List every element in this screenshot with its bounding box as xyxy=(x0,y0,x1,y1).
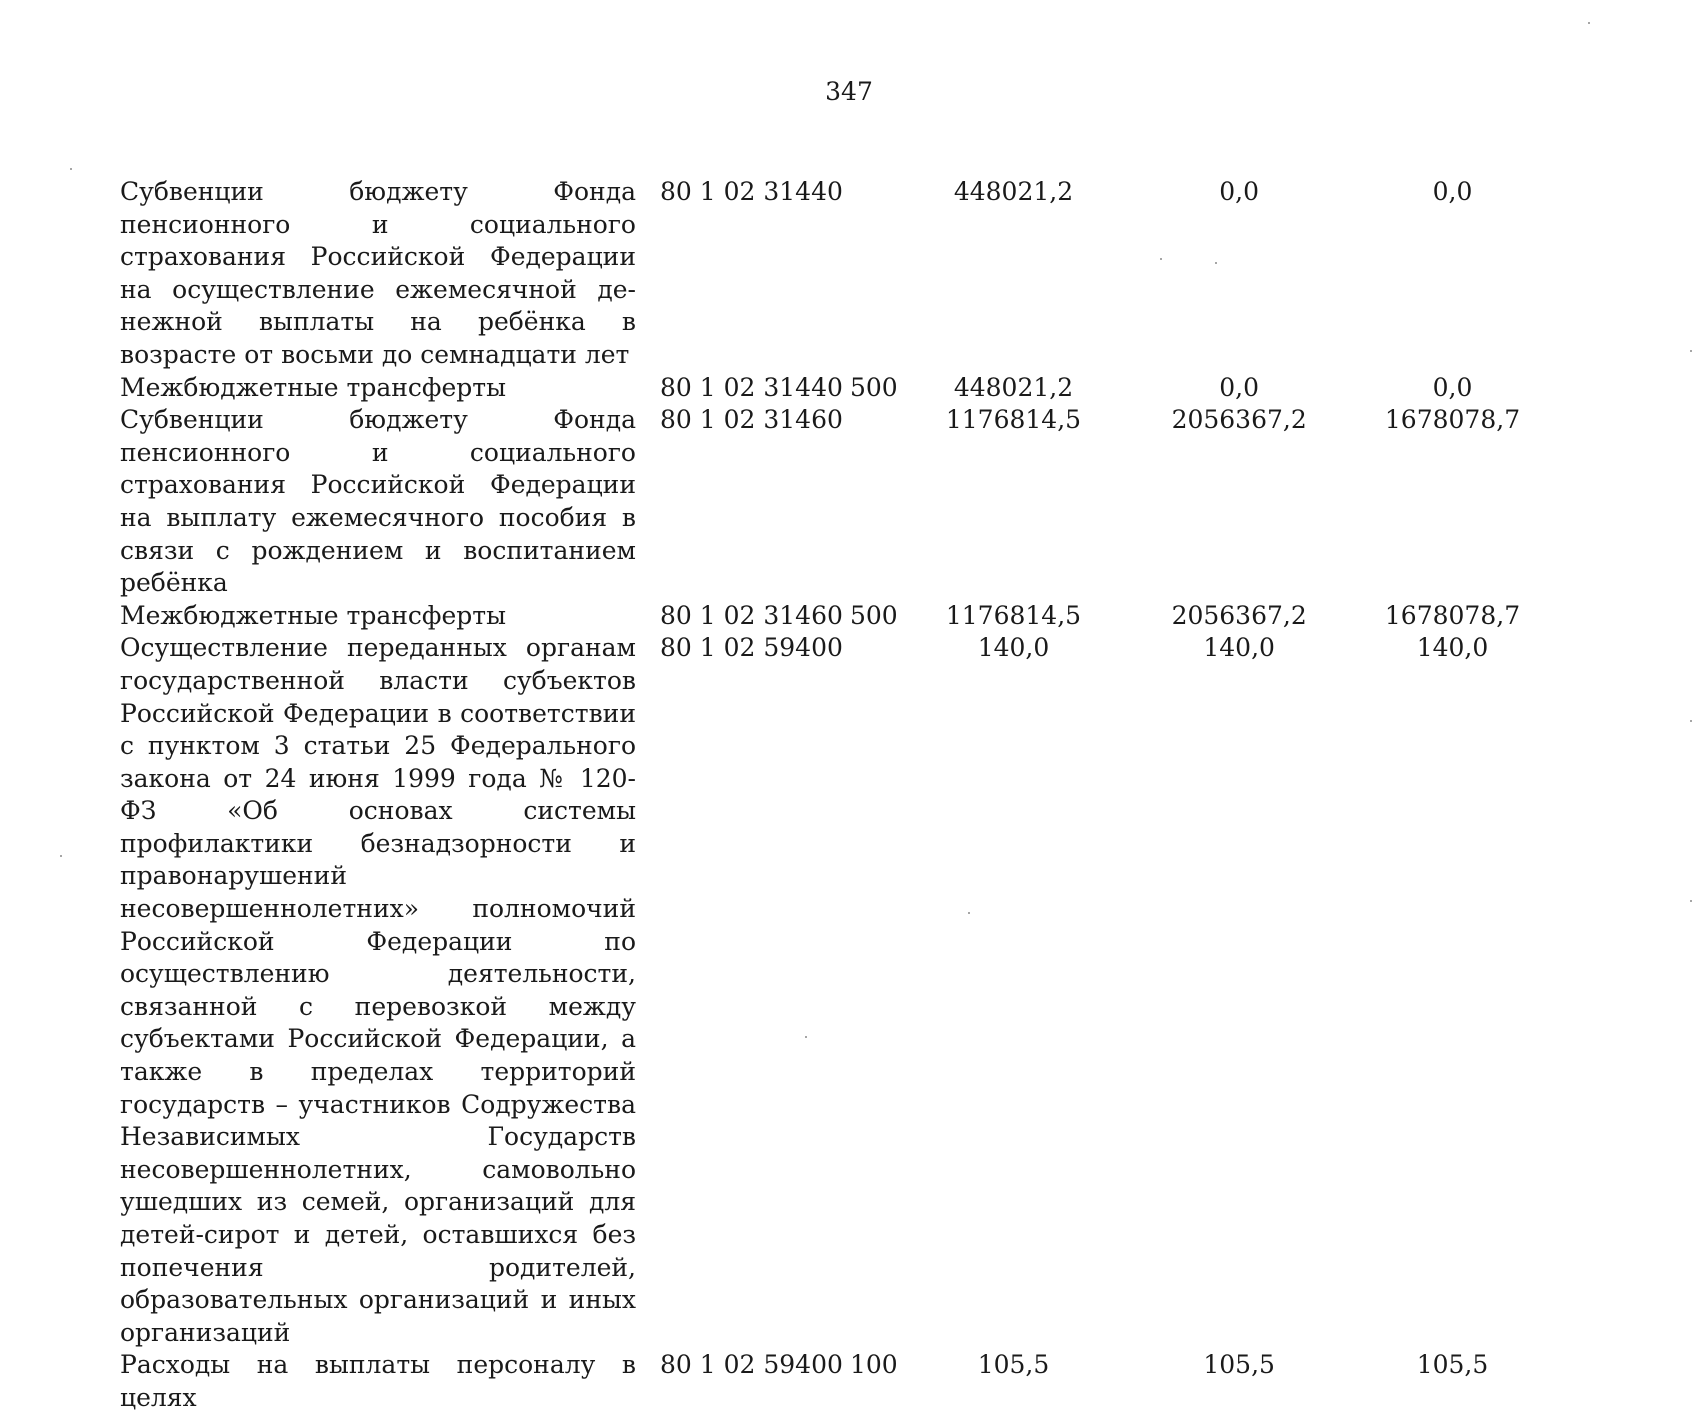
page-number: 347 xyxy=(825,77,873,106)
row-value-1: 448021,2 xyxy=(953,372,1074,402)
scan-speck xyxy=(1215,262,1217,264)
table-row xyxy=(120,176,1560,372)
row-value-2: 2056367,2 xyxy=(1171,405,1307,435)
row-value-3: 0,0 xyxy=(1432,372,1473,402)
scan-speck xyxy=(1160,258,1162,260)
row-value-2: 0,0 xyxy=(1219,372,1260,402)
row-code: 80 1 02 59400 xyxy=(660,633,843,663)
scan-speck xyxy=(805,1036,807,1038)
row-value-3: 1678078,7 xyxy=(1384,405,1521,435)
row-value-1: 448021,2 xyxy=(953,177,1074,206)
scan-speck xyxy=(1690,350,1692,352)
row-value-2: 2056367,2 xyxy=(1171,600,1307,630)
scan-speck xyxy=(1690,900,1692,902)
row-value-1: 1176814,5 xyxy=(945,405,1082,435)
scan-speck xyxy=(968,912,970,914)
scan-speck xyxy=(70,168,72,170)
table-row xyxy=(120,1349,1560,1414)
row-expense-type: 500 xyxy=(850,600,898,630)
table-row xyxy=(120,600,1560,633)
row-expense-type: 100 xyxy=(850,1350,898,1380)
row-code: 80 1 02 31440 xyxy=(660,177,843,206)
row-code: 80 1 02 31460 xyxy=(660,600,843,630)
row-value-1: 105,5 xyxy=(977,1350,1050,1380)
scan-speck xyxy=(1588,22,1590,24)
scan-speck xyxy=(60,855,62,857)
table-row xyxy=(120,632,1560,1349)
row-code: 80 1 02 31460 xyxy=(660,405,843,435)
row-value-1: 1176814,5 xyxy=(945,600,1082,630)
row-value-3: 140,0 xyxy=(1416,633,1489,663)
row-name: Расходы на выплаты персоналу в целях xyxy=(120,1350,636,1412)
row-value-1: 140,0 xyxy=(977,633,1050,663)
row-code: 80 1 02 31440 xyxy=(660,372,843,402)
scan-speck xyxy=(1690,720,1692,722)
table-row xyxy=(120,404,1560,600)
row-name: Субвенции бюджету Фонда пенсионного и социального страхования Российской Федерации на выплату ежемесячного пособия в связи с рождением и воспитанием ребёнка xyxy=(120,405,636,598)
row-name: Межбюджетные трансферты xyxy=(120,600,507,630)
row-value-3: 105,5 xyxy=(1416,1350,1489,1380)
table-row xyxy=(120,372,1560,405)
budget-table xyxy=(120,176,1560,1415)
row-value-3: 0,0 xyxy=(1432,177,1473,206)
row-name: Межбюджетные трансферты xyxy=(120,372,507,402)
row-code: 80 1 02 59400 xyxy=(660,1350,843,1380)
row-value-3: 1678078,7 xyxy=(1384,600,1521,630)
row-value-2: 140,0 xyxy=(1203,633,1275,663)
row-name: Субвенции бюджету Фонда пенсионного и социального страхования Российской Федерации на осуществление ежемесячной денежной выплаты на ребёнка в возрасте от восьми до семнадцати лет xyxy=(120,177,636,369)
row-name: Осуществление переданных органам государственной власти субъектов Российской Федерации в соответствии с пунктом 3 статьи 25 Федерального закона от 24 июня 1999 года № 120-ФЗ «Об основах системы профилактики безнадзорности и правонарушений несовершеннолетних» полномочий Российской Федерации по осуществлению деятельности, связанной с перевозкой между субъектами Российской Федерации, а также в пределах территорий государств – участников Содружества Независимых Государств несовершеннолетних, самовольно ушедших из семей, организаций для детей-сирот и детей, оставшихся без попечения родителей, образовательных организаций и иных организаций xyxy=(120,633,636,1347)
row-value-2: 105,5 xyxy=(1203,1350,1275,1380)
row-expense-type: 500 xyxy=(850,372,898,402)
row-value-2: 0,0 xyxy=(1219,177,1260,206)
